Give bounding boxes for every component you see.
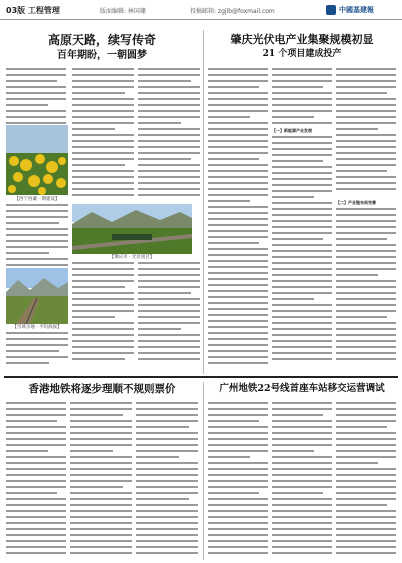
logo-text: 中國基建報 [339, 6, 374, 14]
bottom-left-text-3 [136, 402, 198, 558]
left-photo-caption-1: 【西宁西藏一期建设】 [14, 197, 60, 202]
email-label: 投稿邮箱: zgjlb@foxmail.com [190, 8, 275, 15]
left-article-title: 高原天路，续写传奇 [47, 33, 156, 47]
bottom-right-text-3 [336, 402, 396, 558]
page-label: 03版 工程管理 [6, 6, 60, 15]
right-text-block-3b [336, 208, 396, 368]
bottom-left-title: 香港地铁将逐步理顺不规则票价 [28, 383, 176, 395]
editor-label: 版面编辑: 林国珊 [100, 8, 146, 15]
plateau-train-photo [72, 204, 192, 254]
newspaper-logo [326, 3, 396, 17]
bottom-column-divider [203, 382, 204, 560]
right-text-block-1 [208, 68, 268, 368]
page-header [0, 0, 402, 20]
right-article-title: 肇庆光伏电产业集聚规模初显 [230, 33, 374, 46]
right-subhead-2: 【二】产业链布局完善 [336, 200, 376, 205]
logo-icon [326, 5, 336, 15]
bottom-left-text-1 [6, 402, 66, 558]
left-text-block-2 [6, 204, 68, 268]
right-text-block-3a [336, 68, 396, 198]
section-rule [4, 376, 398, 378]
yellow-flower-photo [6, 125, 68, 195]
left-text-block-4 [72, 68, 134, 204]
bottom-right-text-2 [272, 402, 332, 558]
bottom-right-text-1 [208, 402, 268, 558]
left-text-block-5 [72, 262, 134, 370]
bottom-right-title: 广州地铁22号线首座车站移交运营调试 [219, 383, 385, 394]
left-text-block-7 [138, 262, 200, 370]
left-photo-caption-2: 【雪域圣地 · 平均海拔】 [12, 325, 62, 330]
right-text-block-2b [272, 136, 332, 368]
right-article-subtitle: 21 个项目建成投产 [262, 49, 342, 59]
center-photo-caption: 【肇庆市 · 光伏项目】 [109, 255, 155, 260]
right-text-block-2a [272, 68, 332, 126]
right-subhead-1: 【一】新能源产业发展 [272, 128, 312, 133]
railway-plateau-photo [6, 268, 68, 324]
left-text-block-6 [138, 68, 200, 204]
left-text-block-3 [6, 332, 68, 370]
left-text-block-1 [6, 68, 66, 124]
left-article-subtitle: 百年期盼，一朝圆梦 [57, 50, 147, 61]
bottom-left-text-2 [70, 402, 132, 558]
column-divider [203, 30, 204, 374]
